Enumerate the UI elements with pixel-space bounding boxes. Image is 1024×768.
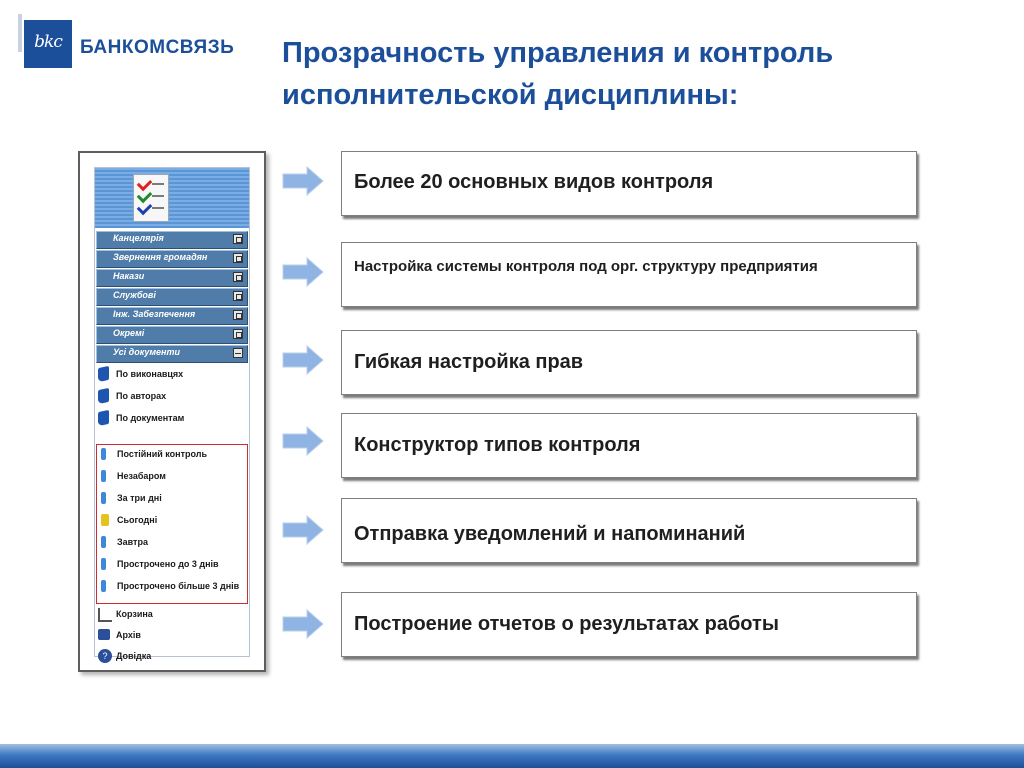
app-panel-frame: [78, 151, 266, 672]
feature-text: Более 20 основных видов контроля: [354, 171, 714, 193]
tree-item-label: По виконавцях: [116, 369, 184, 379]
control-item-zavtra[interactable]: [97, 533, 247, 553]
checklist-icon: [133, 174, 169, 222]
menu-label: Канцелярія: [113, 233, 164, 243]
footer-band: [0, 744, 1024, 768]
flag-icon: [101, 580, 106, 592]
logo-mark: [24, 20, 72, 68]
tree-item-label: Довідка: [116, 651, 152, 661]
trash-icon: [98, 608, 112, 622]
control-group-highlight: [96, 444, 248, 604]
control-item-prostrocheno-bilshe-3[interactable]: [97, 577, 245, 597]
arrow-right-icon: [281, 165, 325, 197]
flag-icon: [101, 536, 106, 548]
menu-kantselyariya[interactable]: [96, 231, 248, 249]
expand-icon[interactable]: [233, 234, 243, 244]
book-icon: [98, 410, 109, 426]
control-item-label: Прострочено до 3 днів: [117, 559, 219, 569]
help-icon: ?: [98, 649, 112, 663]
menu-label: Службові: [113, 290, 156, 300]
expand-icon[interactable]: [233, 253, 243, 263]
menu-label: Накази: [113, 271, 145, 281]
slide-title: [282, 32, 982, 116]
control-item-label: Сьогодні: [117, 515, 158, 525]
tree-item-korzyna[interactable]: [96, 605, 246, 625]
feature-box-6: [341, 592, 917, 657]
control-item-label: Завтра: [117, 537, 148, 547]
menu-label: Звернення громадян: [113, 252, 208, 262]
flag-icon: [101, 448, 106, 460]
control-item-label: Прострочено більше 3 днів: [117, 581, 240, 591]
panel-header: [95, 168, 249, 228]
menu-inzh-zabezpechennya[interactable]: [96, 307, 248, 325]
arrow-right-icon: [281, 344, 325, 376]
flag-icon: [101, 514, 109, 526]
flag-icon: [101, 558, 106, 570]
feature-box-4: [341, 413, 917, 478]
collapse-icon[interactable]: [233, 348, 243, 358]
feature-box-1: [341, 151, 917, 216]
expand-icon[interactable]: [233, 329, 243, 339]
slide-title-line-1: Прозрачность управления и контроль: [282, 37, 834, 69]
tree-item-arkhiv[interactable]: [96, 626, 246, 646]
control-item-nezabarom[interactable]: [97, 467, 247, 487]
expand-icon[interactable]: [233, 310, 243, 320]
book-icon: [98, 366, 109, 382]
tree-item-label: Корзина: [116, 609, 153, 619]
menu-label: Окремі: [113, 328, 145, 338]
tree-item-dovidka[interactable]: [96, 647, 246, 661]
feature-box-2: [341, 242, 917, 307]
tree-item-label: По авторах: [116, 391, 167, 401]
logo-mark-text: bkc: [34, 32, 62, 52]
company-logo: [18, 14, 238, 70]
arrow-right-icon: [281, 608, 325, 640]
tree-item-po-avtorakh[interactable]: [96, 387, 246, 407]
menu-usi-dokumenty[interactable]: [96, 345, 248, 363]
arrow-right-icon: [281, 425, 325, 457]
menu-sluzhbovi[interactable]: [96, 288, 248, 306]
feature-text: Гибкая настройка прав: [354, 351, 584, 373]
control-item-sohodni[interactable]: [97, 511, 247, 531]
control-item-label: За три дні: [117, 493, 162, 503]
tree-item-label: По документам: [116, 413, 185, 423]
menu-zvernennya-gromadyan[interactable]: [96, 250, 248, 268]
tree-item-label: Архів: [116, 630, 141, 640]
arrow-right-icon: [281, 256, 325, 288]
control-item-postiynyi[interactable]: [97, 445, 247, 465]
tree-item-po-dokumentam[interactable]: [96, 409, 246, 429]
flag-icon: [101, 492, 106, 504]
feature-text: Настройка системы контроля под орг. структуру предприятия: [354, 258, 818, 275]
logo-accent-bar: [18, 14, 22, 52]
company-name: БАНКОМСВЯЗЬ: [80, 37, 235, 58]
app-navigation-panel: [94, 167, 250, 661]
feature-box-3: [341, 330, 917, 395]
expand-icon[interactable]: [233, 291, 243, 301]
control-item-za-try-dni[interactable]: [97, 489, 247, 509]
menu-okremi[interactable]: [96, 326, 248, 344]
menu-label: Інж. Забезпечення: [113, 309, 196, 319]
slide-title-line-2: исполнительской дисциплины:: [282, 79, 739, 111]
book-icon: [98, 388, 109, 404]
feature-text: Построение отчетов о результатах работы: [354, 613, 779, 635]
archive-icon: [98, 629, 110, 640]
feature-text: Отправка уведомлений и напоминаний: [354, 523, 746, 545]
tree-item-po-vykonavtsyakh[interactable]: [96, 365, 246, 385]
expand-icon[interactable]: [233, 272, 243, 282]
arrow-right-icon: [281, 514, 325, 546]
control-item-label: Постійний контроль: [117, 449, 208, 459]
flag-icon: [101, 470, 106, 482]
control-item-prostrocheno-do-3[interactable]: [97, 555, 247, 575]
feature-box-5: [341, 498, 917, 563]
control-item-label: Незабаром: [117, 471, 166, 481]
feature-text: Конструктор типов контроля: [354, 434, 641, 456]
menu-label: Усі документи: [113, 347, 180, 357]
menu-nakazy[interactable]: [96, 269, 248, 287]
